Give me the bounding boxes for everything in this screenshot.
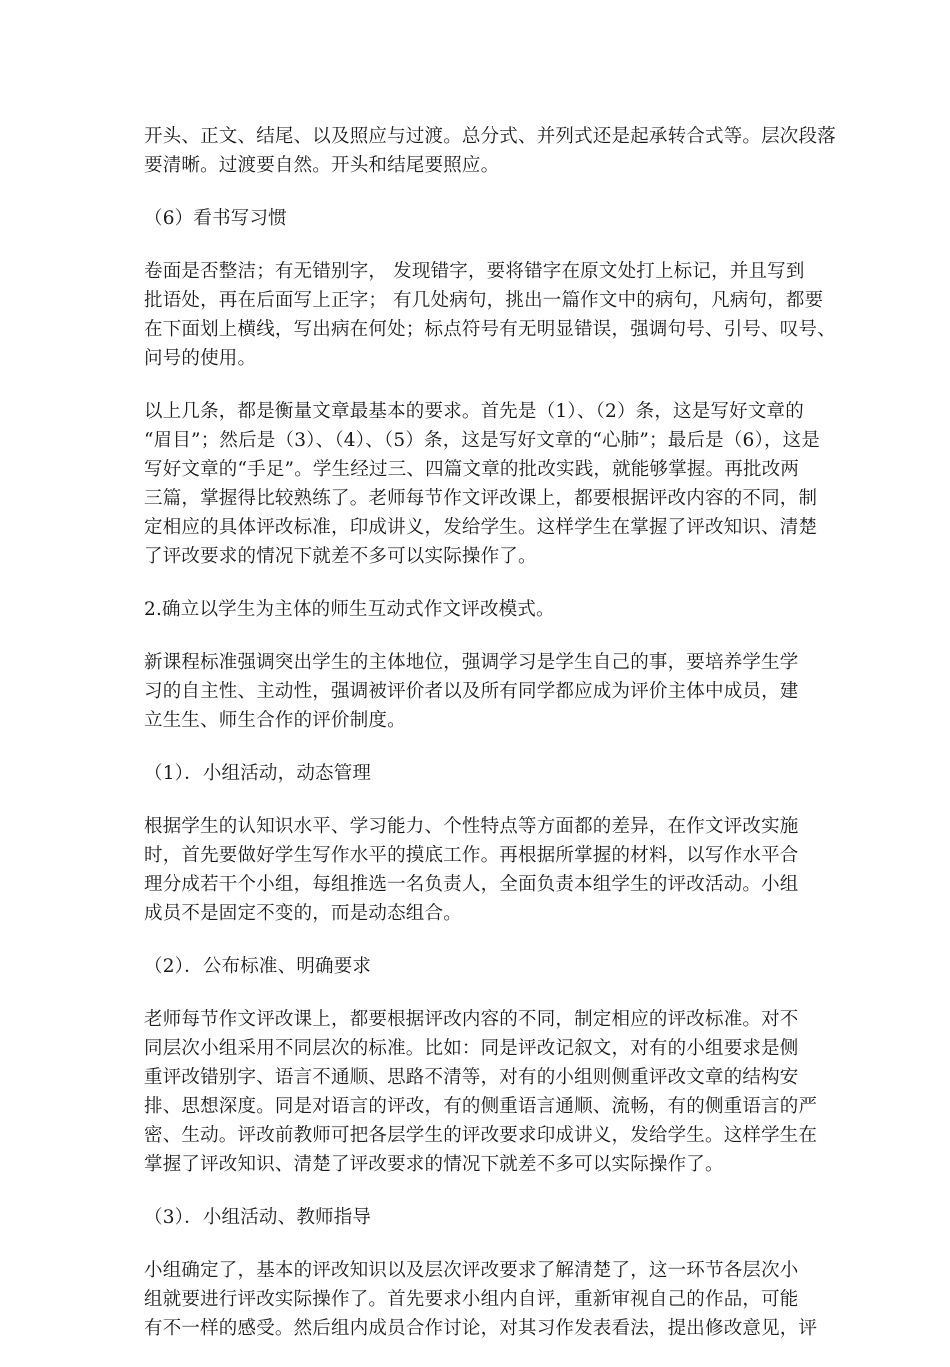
heading-line: （1）．小组活动，动态管理 <box>144 763 372 784</box>
paragraph-curriculum-standard <box>144 648 808 735</box>
text-line: 立生生、师生合作的评价制度。 <box>144 710 406 731</box>
text-line: 新课程标准强调突出学生的主体地位，强调学习是学生自己的事，要培养学生学 <box>144 652 799 673</box>
paragraph-summary-requirements <box>144 397 821 571</box>
text-line: 理分成若干个小组，每组推选一名负责人，全面负责本组学生的评改活动。小组 <box>144 874 799 895</box>
text-line: 批语处，再在后面写上正字； 有几处病句，挑出一篇作文中的病句，凡病句，都要 <box>144 290 824 311</box>
text-line: 要清晰。过渡要自然。开头和结尾要照应。 <box>144 155 500 176</box>
subheading-publish-standards <box>144 952 808 981</box>
subheading-group-activity <box>144 759 808 788</box>
paragraph-structure-summary <box>144 122 836 180</box>
heading-line: （2）．公布标准、明确要求 <box>144 956 372 977</box>
text-line: 了评改要求的情况下就差不多可以实际操作了。 <box>144 546 537 567</box>
text-line: 问号的使用。 <box>144 348 257 369</box>
text-line: 习的自主性、主动性，强调被评价者以及所有同学都应成为评价主体中成员，建 <box>144 681 799 702</box>
text-line: 三篇，掌握得比较熟练了。老师每节作文评改课上，都要根据评改内容的不同，制 <box>144 488 818 509</box>
text-line: 老师每节作文评改课上，都要根据评改内容的不同，制定相应的评改标准。对不 <box>144 1009 799 1030</box>
text-line: 根据学生的认知识水平、学习能力、个性特点等方面都的差异，在作文评改实施 <box>144 816 799 837</box>
text-line: 组就要进行评改实际操作了。首先要求小组内自评，重新审视自己的作品，可能 <box>144 1289 799 1310</box>
subheading-teacher-guidance <box>144 1203 808 1232</box>
heading-line: （6）看书写习惯 <box>144 208 287 229</box>
heading-line: （3）．小组活动、教师指导 <box>144 1207 372 1228</box>
text-line: 开头、正文、结尾、以及照应与过渡。总分式、并列式还是起承转合式等。层次段落 <box>144 126 836 147</box>
text-line: 卷面是否整洁；有无错别字， 发现错字，要将错字在原文处打上标记，并且写到 <box>144 261 805 282</box>
text-line: 在下面划上横线，写出病在何处；标点符号有无明显错误，强调句号、引号、叹号、 <box>144 319 836 340</box>
text-line: 掌握了评改知识、清楚了评改要求的情况下就差不多可以实际操作了。 <box>144 1154 724 1175</box>
section-heading-interactive-model <box>144 595 808 624</box>
document-page <box>144 122 836 1367</box>
paragraph-grouping <box>144 812 808 928</box>
section-heading-writing-habits <box>144 204 808 233</box>
text-line: 同层次小组采用不同层次的标准。比如：同是评改记叙文，对有的小组要求是侧 <box>144 1038 799 1059</box>
text-line: 成员不是固定不变的，而是动态组合。 <box>144 903 462 924</box>
paragraph-guidance <box>144 1256 818 1343</box>
text-line: 写好文章的“手足”。学生经过三、四篇文章的批改实践，就能够掌握。再批改两 <box>144 459 800 480</box>
text-line: “眉目”；然后是（3）、（4）、（5）条，这是写好文章的“心肺”；最后是（6），这是 <box>144 430 821 451</box>
text-line: 时，首先要做好学生写作水平的摸底工作。再根据所掌握的材料，以写作水平合 <box>144 845 799 866</box>
text-line: 定相应的具体评改标准，印成讲义，发给学生。这样学生在掌握了评改知识、清楚 <box>144 517 818 538</box>
text-line: 密、生动。评改前教师可把各层学生的评改要求印成讲义，发给学生。这样学生在 <box>144 1125 818 1146</box>
text-line: 有不一样的感受。然后组内成员合作讨论，对其习作发表看法，提出修改意见，评 <box>144 1318 818 1339</box>
paragraph-standards <box>144 1005 818 1179</box>
text-line: 小组确定了，基本的评改知识以及层次评改要求了解清楚了，这一环节各层次小 <box>144 1260 799 1281</box>
heading-line: 2.确立以学生为主体的师生互动式作文评改模式。 <box>144 599 555 620</box>
text-line: 重评改错别字、语言不通顺、思路不清等，对有的小组则侧重评改文章的结构安 <box>144 1067 799 1088</box>
text-line: 以上几条，都是衡量文章最基本的要求。首先是（1）、（2）条，这是写好文章的 <box>144 401 804 422</box>
text-line: 排、思想深度。同是对语言的评改，有的侧重语言通顺、流畅，有的侧重语言的严 <box>144 1096 818 1117</box>
paragraph-writing-habits <box>144 257 836 373</box>
